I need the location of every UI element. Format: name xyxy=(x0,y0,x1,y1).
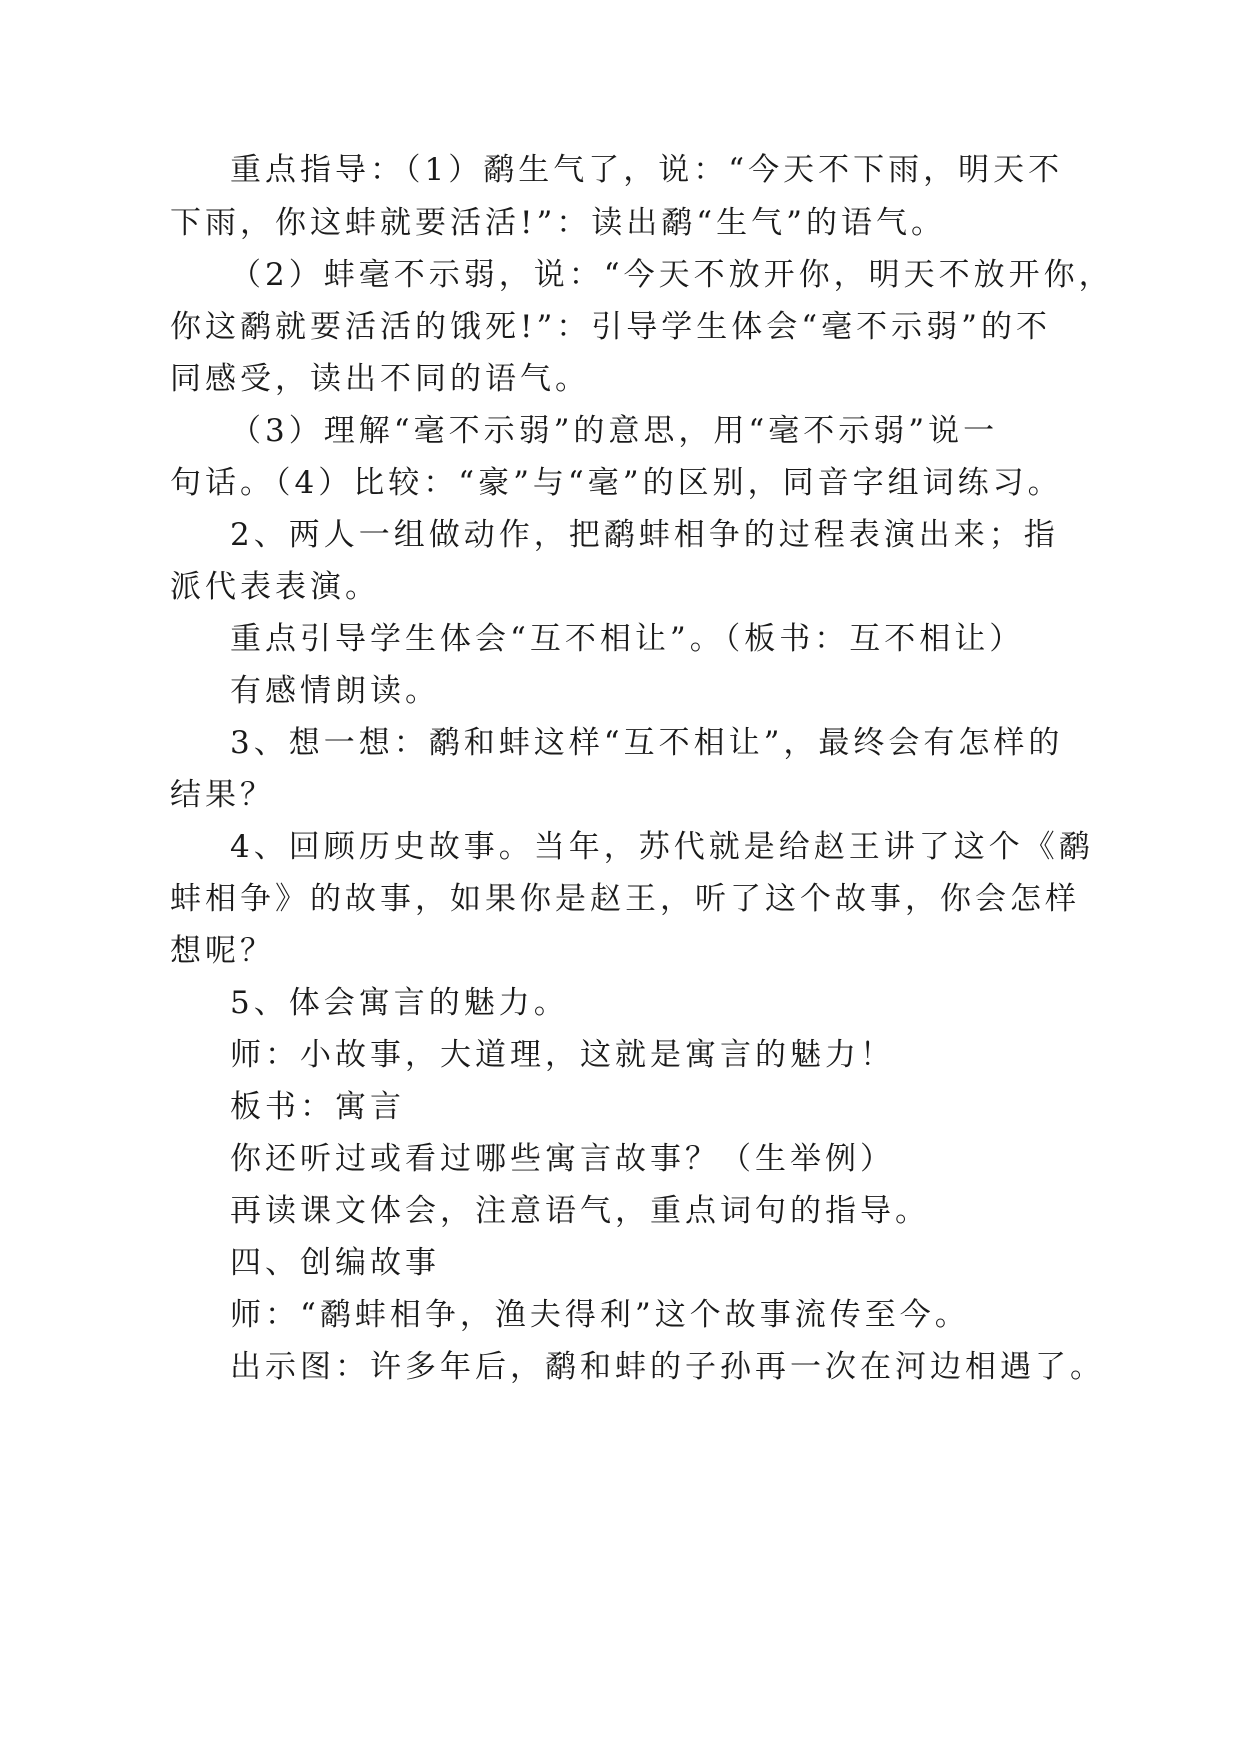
text-line: 想呢？ xyxy=(170,933,275,969)
text-line: 重点引导学生体会“互不相让”。（板书：互不相让） xyxy=(230,621,1025,657)
text-line: 师：“鹬蚌相争，渔夫得利”这个故事流传至今。 xyxy=(230,1297,970,1333)
text-line: 你还听过或看过哪些寓言故事？（生举例） xyxy=(230,1141,895,1177)
text-line: 同感受，读出不同的语气。 xyxy=(170,361,590,397)
text-line: 5、体会寓言的魅力。 xyxy=(230,985,569,1021)
text-line: 蚌相争》的故事，如果你是赵王，听了这个故事，你会怎样 xyxy=(170,881,1080,917)
text-line: 四、创编故事 xyxy=(230,1245,440,1281)
text-line: 下雨，你这蚌就要活活!”：读出鹬“生气”的语气。 xyxy=(170,205,946,241)
text-line: 出示图：许多年后，鹬和蚌的子孙再一次在河边相遇了。 xyxy=(230,1349,1105,1385)
text-line: 4、回顾历史故事。当年，苏代就是给赵王讲了这个《鹬 xyxy=(230,829,1094,865)
text-line: 师：小故事，大道理，这就是寓言的魅力！ xyxy=(230,1037,895,1073)
text-line: 板书：寓言 xyxy=(230,1089,405,1125)
text-line: 3、想一想：鹬和蚌这样“互不相让”，最终会有怎样的 xyxy=(230,725,1064,761)
text-line: 重点指导：（1）鹬生气了，说：“今天不下雨，明天不 xyxy=(230,152,1064,188)
text-line: 句话。（4）比较：“豪”与“毫”的区别，同音字组词练习。 xyxy=(170,465,1063,501)
text-line: 有感情朗读。 xyxy=(230,673,440,709)
text-line: （2）蚌毫不示弱，说：“今天不放开你，明天不放开你， xyxy=(230,257,1114,293)
text-line: 再读课文体会，注意语气，重点词句的指导。 xyxy=(230,1193,930,1229)
text-line: 你这鹬就要活活的饿死!”：引导学生体会“毫不示弱”的不 xyxy=(170,309,1051,345)
text-line: 派代表表演。 xyxy=(170,569,380,605)
text-line: 2、两人一组做动作，把鹬蚌相争的过程表演出来；指 xyxy=(230,517,1059,553)
text-line: 结果？ xyxy=(170,777,275,813)
text-line: （3）理解“毫不示弱”的意思，用“毫不示弱”说一 xyxy=(230,413,999,449)
